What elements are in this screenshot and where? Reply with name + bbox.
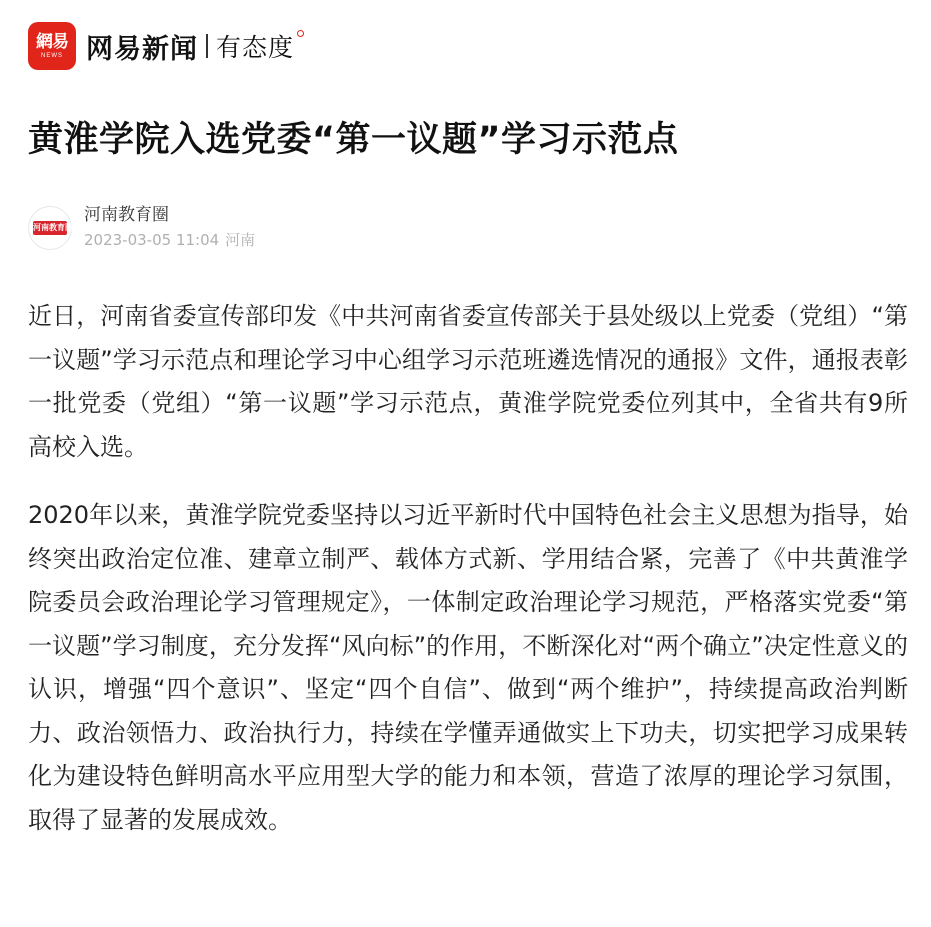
article-paragraph-2: 2020年以来，黄淮学院党委坚持以习近平新时代中国特色社会主义思想为指导，始终突出政治定位准、建章立制严、载体方式新、学用结合紧，完善了《中共黄淮学院委员会政治理论学习管理规定》，一体制定政治理论学习规范，严格落实党委“第一议题”学习制度，充分发挥“风向标”的作用，不断深化对“两个确立”决定性意义的认识，增强“四个意识”、坚定“四个自信”、做到“两个维护”，持续提高政治判断力、政治领悟力、政治执行力，持续在学懂弄通做实上下功夫，切实把学习成果转化为建设特色鲜明高水平应用型大学的能力和本领，营造了浓厚的理论学习氛围，取得了显著的发展成效。 <box>28 501 908 834</box>
slogan-text: 有态度 <box>216 33 295 62</box>
article-title: 黄淮学院入选党委“第一议题”学习示范点 <box>28 120 679 160</box>
article-paragraph-1: 近日，河南省委宣传部印发《中共河南省委宣传部关于县处级以上党委（党组）“第一议题”学习示范点和理论学习中心组学习示范班遴选情况的通报》文件，通报表彰一批党委（党组）“第一议题”学习示范点，黄淮学院党委位列其中，全省共有9所高校入选。 <box>28 302 908 461</box>
post-date: 2023-03-05 11:04 <box>84 231 220 249</box>
article-body <box>28 295 908 842</box>
post-info <box>84 229 255 251</box>
logo-glyph: 網易 <box>36 31 68 52</box>
netease-news-logo-icon[interactable] <box>28 22 76 70</box>
site-header <box>28 20 294 72</box>
author-avatar[interactable] <box>28 206 72 250</box>
registered-dot-icon <box>297 30 304 37</box>
author-block <box>28 204 255 251</box>
post-location: 河南 <box>225 231 256 249</box>
logo-sub: NEWS <box>41 52 63 59</box>
author-meta <box>84 204 255 251</box>
brand-slogan <box>216 28 294 64</box>
brand-name[interactable]: 网易新闻 <box>86 33 198 65</box>
author-name[interactable]: 河南教育圈 <box>84 205 169 225</box>
author-avatar-logo: 河南教育圈 <box>33 221 67 235</box>
brand-divider <box>206 34 208 58</box>
